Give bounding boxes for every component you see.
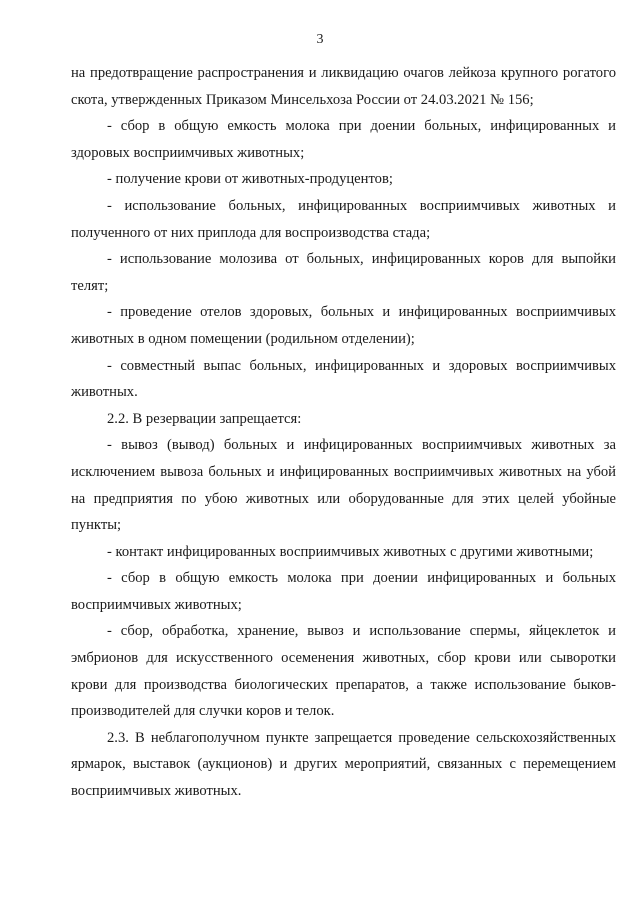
- document-body: [71, 60, 616, 805]
- section-paragraph-2-3: 2.3. В неблагополучном пункте запрещается проведение сельскохозяйственных ярмарок, выставок (аукционов) и других мероприятий, связанных с перемещением восприимчивых животных.: [71, 729, 616, 800]
- list-item-herd-reproduction: - использование больных, инфицированных восприимчивых животных и полученного от них приплода для воспроизводства стада;: [71, 197, 616, 241]
- list-item-milk-collection: - сбор в общую емкость молока при доении больных, инфицированных и здоровых восприимчивых животных;: [71, 118, 616, 161]
- list-item-colostrum: - использование молозива от больных, инфицированных коров для выпойки телят;: [71, 251, 616, 294]
- list-item-contact: - контакт инфицированных восприимчивых животных с другими животными;: [107, 543, 594, 560]
- paragraph-continuation: на предотвращение распространения и ликвидацию очагов лейкоза крупного рогатого скота, утвержденных Приказом Минсельхоза России от 24.03.2021 № 156;: [71, 65, 616, 108]
- list-item-calving: - проведение отелов здоровых, больных и инфицированных восприимчивых животных в одном помещении (родильном отделении);: [71, 304, 616, 347]
- list-item-blood-collection: - получение крови от животных-продуцентов;: [107, 171, 393, 188]
- list-item-semen-embryos: - сбор, обработка, хранение, вывоз и использование спермы, яйцеклеток и эмбрионов для искусственного осеменения животных, сбор крови или сыворотки крови для производства биологических препаратов, а также использование быков-производителей для случки коров и телок.: [71, 623, 616, 720]
- list-item-milk-collection-infected: - сбор в общую емкость молока при доении инфицированных и больных восприимчивых животных;: [71, 570, 616, 613]
- list-item-export: - вывоз (вывод) больных и инфицированных восприимчивых животных за исключением вывоза больных и инфицированных восприимчивых животных на убой на предприятия по убою животных или оборудованные для этих целей убойные пункты;: [71, 437, 616, 534]
- page-number: 3: [316, 32, 324, 47]
- list-item-grazing: - совместный выпас больных, инфицированных и здоровых восприимчивых животных.: [71, 357, 616, 401]
- section-heading-2-2: 2.2. В резервации запрещается:: [107, 410, 302, 427]
